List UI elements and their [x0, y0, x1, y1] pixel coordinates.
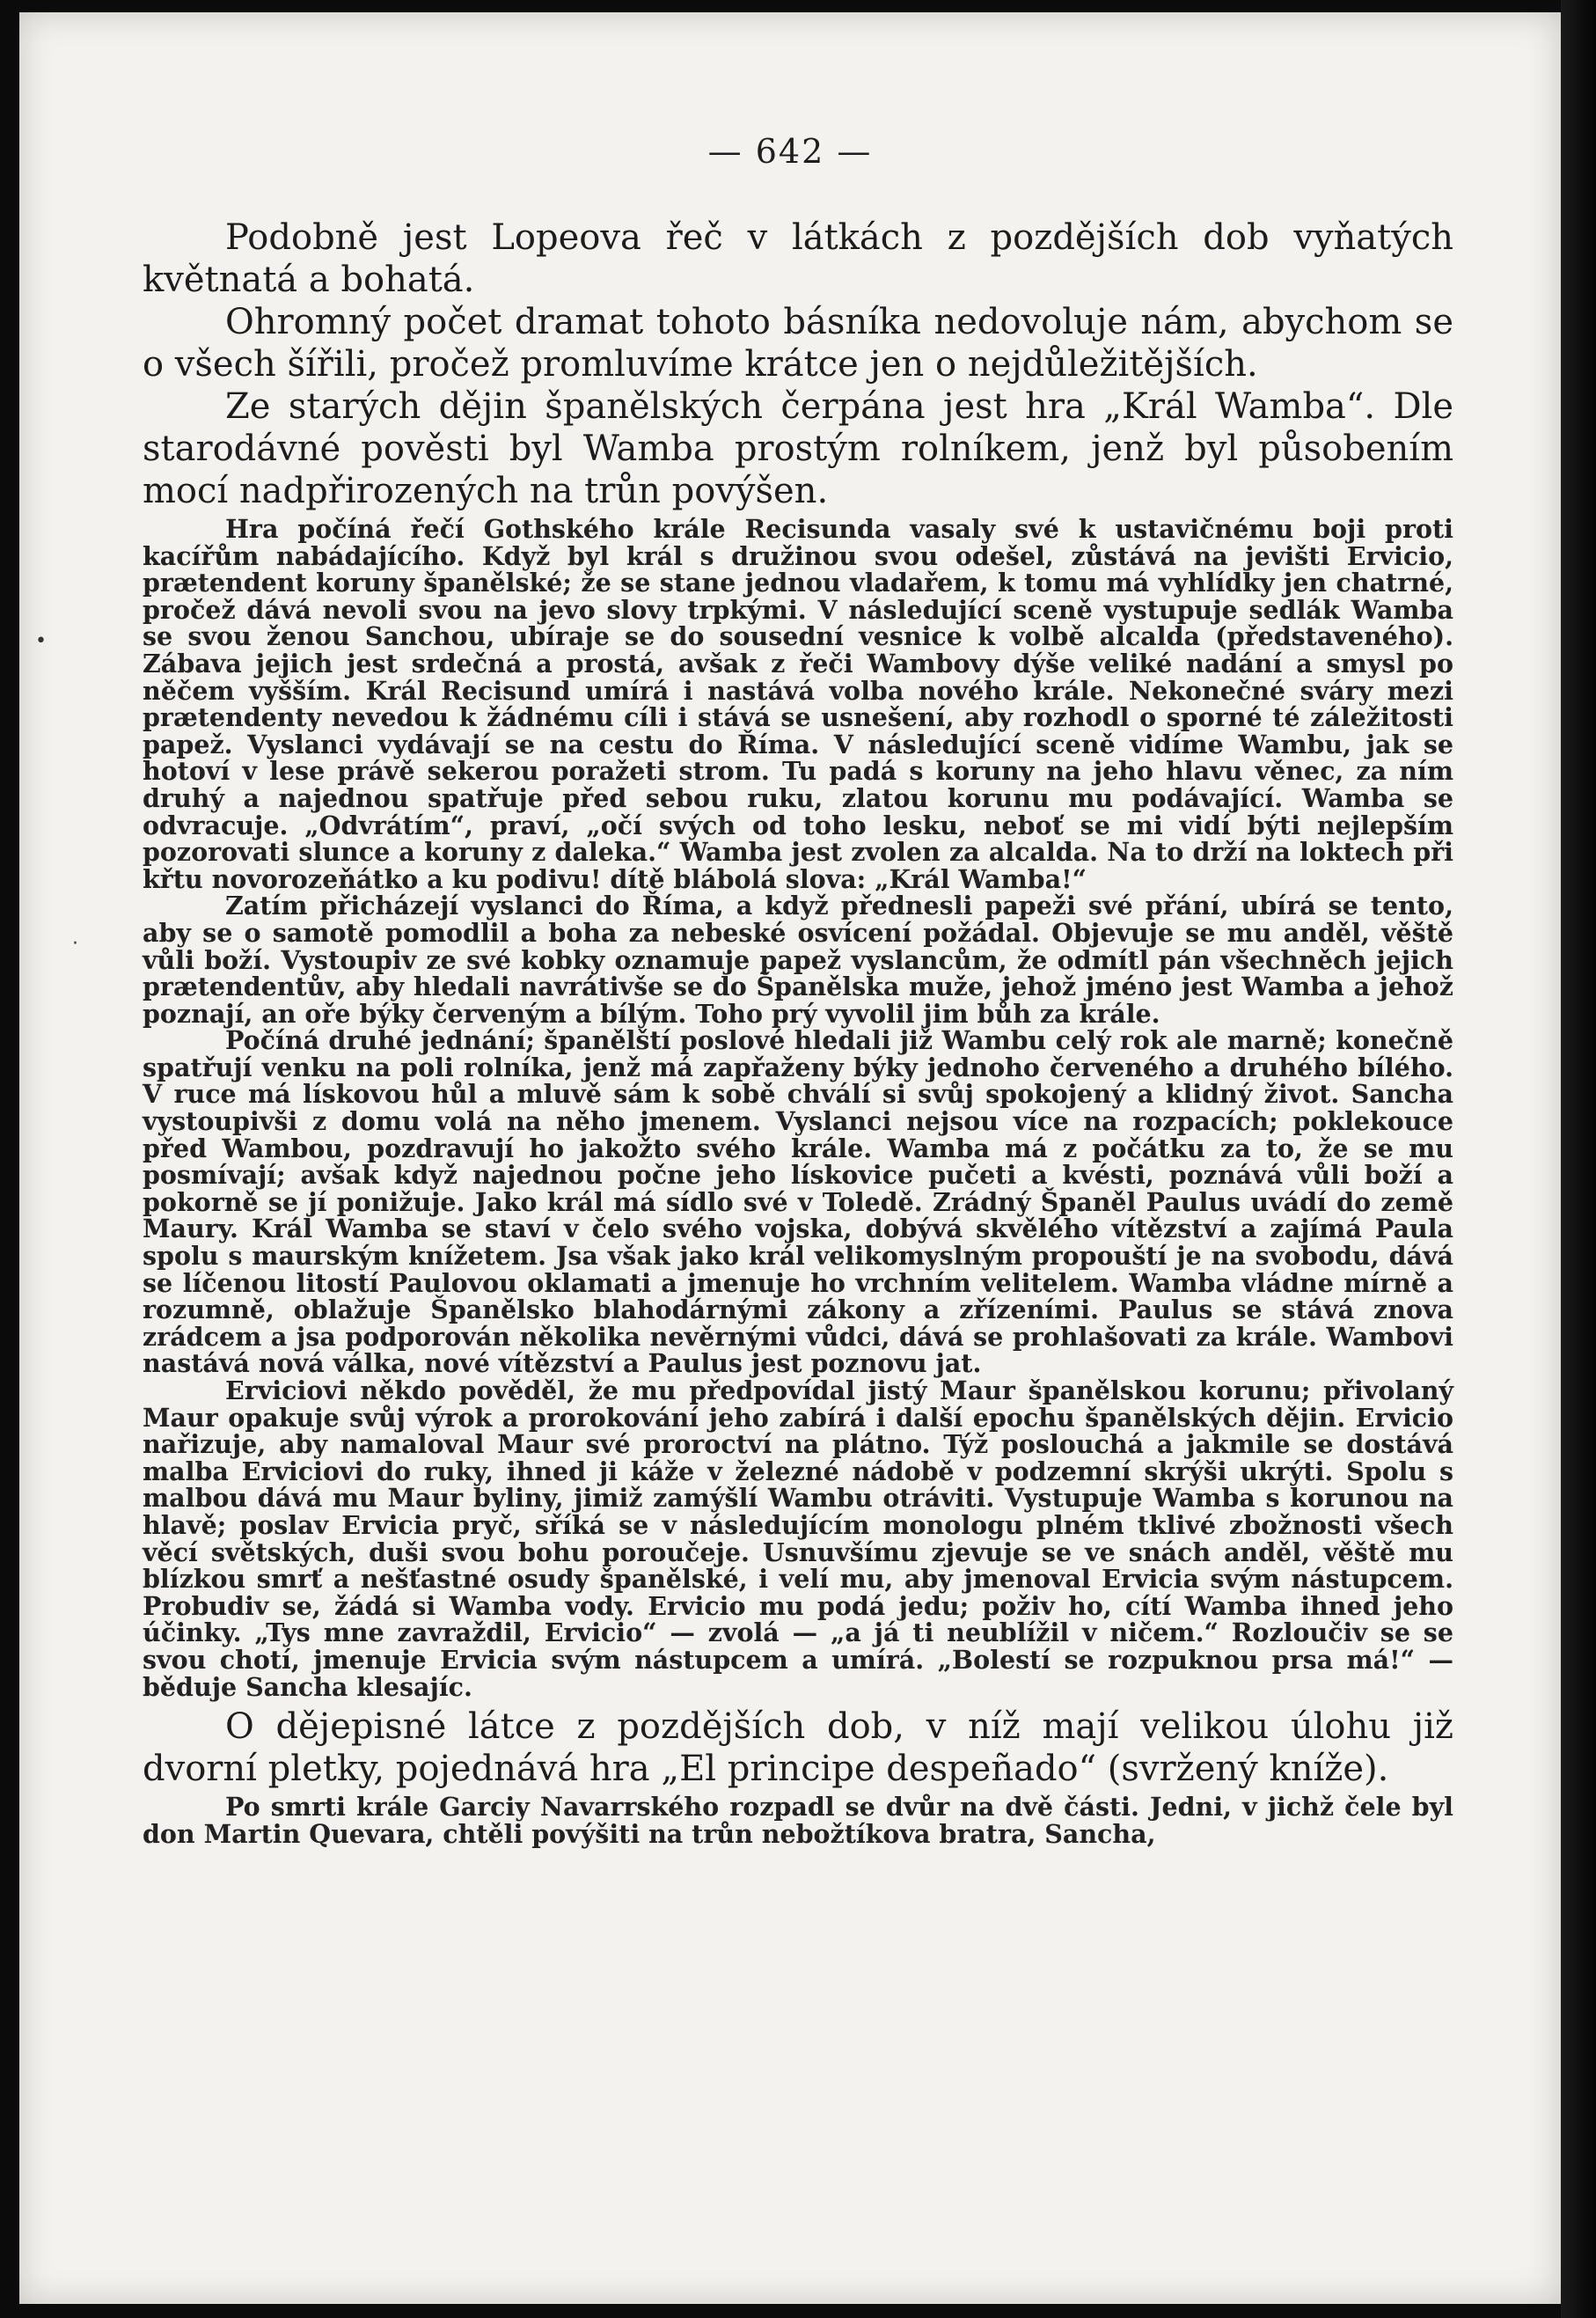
synopsis-section [143, 516, 1453, 1700]
margin-dot-mark: • [35, 630, 47, 652]
page-body [143, 216, 1453, 1847]
margin-dot-mark: · [72, 933, 78, 955]
synopsis-paragraph-4: Erviciovi někdo pověděl, že mu předpovídal jistý Maur španělskou korunu; přivolaný Maur opakuje svůj výrok a prorokování jeho zabírá i další epochu španělských dějin. Ervicio nařizuje, aby namaloval Maur své proroctví na plátno. Týž poslouchá a jakmile se dostává malba Erviciovi do ruky, ihned ji káže v železné nádobě v podzemní skrýši ukrýti. Spolu s malbou dává mu Maur byliny, jimiž zamýšlí Wambu otráviti. Vystupuje Wamba s korunou na hlavě; poslav Ervicia pryč, sříká se v následujícím monologu plném tklivé zbožnosti všech věcí světských, duši svou bohu poroučeje. Usnuvšímu zjevuje se ve snách anděl, věště mu blízkou smrť a nešťastné osudy španělské, i velí mu, aby jmenoval Ervicia svým nástupcem. Probudiv se, žádá si Wamba vody. Ervicio mu podá jedu; poživ ho, cítí Wamba ihned jeho účinky. „Tys mne zavraždil, Ervicio“ — zvolá — „a já ti neublížil v ničem.“ Rozloučiv se se svou chotí, jmenuje Ervicia svým nástupcem a umírá. „Bolestí se rozpuknou prsa má!“ — běduje Sancha klesajíc. [143, 1375, 1453, 1702]
paragraph-intro-1: Podobně jest Lopeova řeč v látkách z pozdějších dob vyňatých květnatá a bohatá. [143, 217, 1453, 300]
paragraph-principe-intro: O dějepisné látce z pozdějších dob, v níž mají velikou úlohu již dvorní pletky, pojednává hra „El principe despeñado“ (svržený kníže). [143, 1706, 1453, 1790]
scan-edge [1561, 0, 1596, 2318]
synopsis-paragraph-2: Zatím přicházejí vyslanci do Říma, a když přednesli papeži své přání, ubírá se tento, aby se o samotě pomodlil a boha za nebeské osvícení požádal. Objevuje se mu anděl, věště vůli boží. Vystoupiv ze své kobky oznamuje papež vyslancům, že odmítl pán všechněch jejich prætendentův, aby hledali navrátivše se do Španělska muže, jehož jméno jest Wamba a jehož poznají, an oře býky červeným a bílým. Toho prý vyvolil jim bůh za krále. [143, 891, 1453, 1029]
paragraph-intro-3: Ze starých dějin španělských čerpána jest hra „Král Wamba“. Dle starodávné pověsti byl Wamba prostým rolníkem, jenž byl působením mocí nadpřirozených na trůn povýšen. [143, 386, 1453, 511]
synopsis-paragraph-3: Počíná druhé jednání; španělští poslové hledali již Wambu celý rok ale marně; konečně spatřují venku na poli rolníka, jenž má zapřaženy býky jednoho červeného a druhého bílého. V ruce má lískovou hůl a mluvě sám k sobě chválí si svůj spokojený a klidný život. Sancha vystoupivši z domu volá na něho jmenem. Vyslanci nejsou více na rozpacích; poklekouce před Wambou, pozdravují ho jakožto svého krále. Wamba má z počátku za to, že se mu posmívají; avšak když najednou počne jeho lískovice pučeti a kvésti, poznává vůli boží a pokorně se jí ponižuje. Jako král má sídlo své v Toledě. Zrádný Španěl Paulus uvádí do země Maury. Král Wamba se staví v čelo svého vojska, dobývá skvělého vítězství a zajímá Paula spolu s maurským knížetem. Jsa však jako král velikomyslným propouští je na svobodu, dává se líčenou litostí Paulovou oklamati a jmenuje ho vrchním velitelem. Wamba vládne mírně a rozumně, oblažuje Španělsko blahodárnými zákony a zřízeními. Paulus se stává znova zrádcem a jsa podporován několika nevěrnými vůdci, dává se prohlašovati za krále. Wambovi nastává nová válka, nové vítězství a Paulus jest poznovu jat. [143, 1025, 1453, 1379]
paragraph-intro-2: Ohromný počet dramat tohoto básníka nedovoluje nám, abychom se o všech šířili, pročež promluvíme krátce jen o nejdůležitějších. [143, 302, 1453, 385]
scanned-page [19, 12, 1561, 2304]
paragraph-principe-start: Po smrti krále Garciy Navarrského rozpadl se dvůr na dvě části. Jedni, v jichž čele byl don Martin Quevara, chtěli povýšiti na trůn nebožtíkova bratra, Sancha, [143, 1792, 1453, 1849]
synopsis-paragraph-1: Hra počíná řečí Gothského krále Recisunda vasaly své k ustavičnému boji proti kacířům nabádajícího. Když byl král s družinou svou odešel, zůstává na jevišti Ervicio, prætendent koruny španělské; že se stane jednou vladařem, k tomu má vyhlídky jen chatrné, pročež dává nevoli svou na jevo slovy trpkými. V následující sceně vystupuje sedlák Wamba se svou ženou Sanchou, ubíraje se do sousední vesnice k volbě alcalda (představeného). Zábava jejich jest srdečná a prostá, avšak z řeči Wambovy dýše veliké nadání a smysl po něčem vyšším. Král Recisund umírá i nastává volba nového krále. Nekonečné sváry mezi prætendenty nevedou k žádnému cíli i stává se usnešení, aby rozhodl o sporné té záležitosti papež. Vyslanci vydávají se na cestu do Říma. V následující sceně vidíme Wambu, jak se hotoví v lese právě sekerou poražeti strom. Tu padá s koruny na jeho hlavu věnec, za ním druhý a najednou spatřuje před sebou ruku, zlatou korunu mu podávající. Wamba se odvracuje. „Odvrátím“, praví, „očí svých od toho lesku, neboť se mi vidí býti nejlepším pozorovati slunce a koruny z daleka.“ Wamba jest zvolen za alcalda. Na to drží na loktech při křtu novorozeňátko a ku podivu! dítě blábolá slova: „Král Wamba!“ [143, 514, 1453, 894]
page-number: — 642 — [707, 132, 873, 171]
